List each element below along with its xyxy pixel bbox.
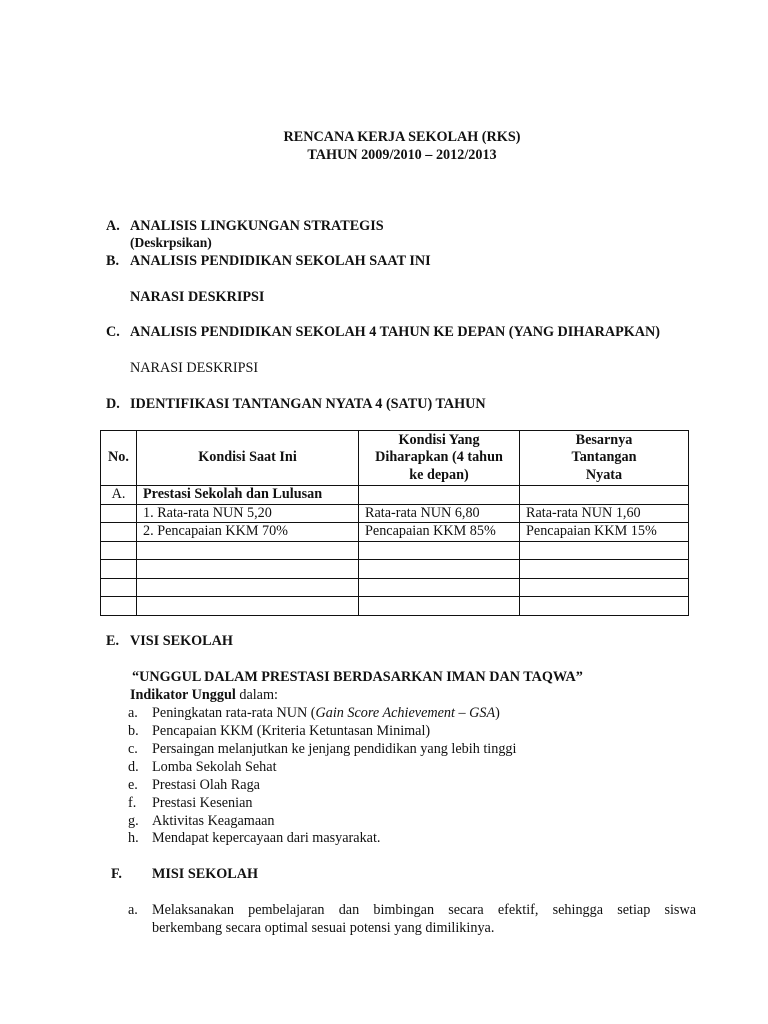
indikator-label-bold: Indikator Unggul: [130, 687, 236, 703]
header-harapan-line3: ke depan): [409, 466, 469, 483]
header-kondisi-diharapkan: [359, 431, 520, 486]
section-c-letter: C.: [106, 324, 120, 340]
section-a-heading: ANALISIS LINGKUNGAN STRATEGIS: [130, 218, 384, 234]
section-b-narasi: NARASI DESKRIPSI: [130, 289, 265, 305]
cell-tantangan: Rata-rata NUN 1,60: [520, 504, 689, 523]
header-tantangan-line2: Tantangan: [571, 449, 637, 466]
table-row: [101, 523, 689, 542]
cell-no: [101, 541, 137, 560]
indikator-item-letter: b.: [128, 723, 139, 739]
cell-kondisi: [137, 541, 359, 560]
indikator-item-after: ): [495, 705, 500, 721]
indikator-item-letter: a.: [128, 705, 138, 721]
indikator-item: Mendapat kepercayaan dari masyarakat.: [152, 830, 381, 846]
section-a-note: (Deskrpsikan): [130, 235, 212, 250]
header-besarnya-tantangan: [520, 431, 689, 486]
cell-harapan: [359, 541, 520, 560]
cell-harapan: [359, 560, 520, 579]
header-harapan-line1: Kondisi Yang: [398, 431, 480, 448]
indikator-item: Lomba Sekolah Sehat: [152, 759, 277, 775]
cell-harapan: Pencapaian KKM 85%: [359, 523, 520, 542]
cell-kondisi: 1. Rata-rata NUN 5,20: [137, 504, 359, 523]
cell-no: [101, 597, 137, 616]
indikator-item-letter: c.: [128, 741, 138, 757]
section-d-heading: IDENTIFIKASI TANTANGAN NYATA 4 (SATU) TAHUN: [130, 396, 486, 412]
cell-harapan: Rata-rata NUN 6,80: [359, 504, 520, 523]
table-row: [101, 541, 689, 560]
cell-tantangan: [520, 578, 689, 597]
indikator-item: Prestasi Olah Raga: [152, 777, 260, 793]
misi-item: [152, 902, 696, 938]
cell-kondisi: [137, 578, 359, 597]
table-row: [101, 486, 689, 505]
document-subtitle: TAHUN 2009/2010 – 2012/2013: [307, 147, 497, 163]
cell-tantangan: [520, 541, 689, 560]
section-b-heading: ANALISIS PENDIDIKAN SEKOLAH SAAT INI: [130, 253, 431, 269]
section-d-letter: D.: [106, 396, 120, 412]
section-c-heading: ANALISIS PENDIDIKAN SEKOLAH 4 TAHUN KE DEPAN (YANG DIHARAPKAN): [130, 324, 660, 340]
indikator-item-text: Peningkatan rata-rata NUN (: [152, 705, 316, 721]
table-row: [101, 504, 689, 523]
cell-tantangan: Pencapaian KKM 15%: [520, 523, 689, 542]
cell-kondisi: 2. Pencapaian KKM 70%: [137, 523, 359, 542]
cell-no: [101, 504, 137, 523]
cell-no: A.: [101, 486, 137, 505]
cell-harapan: [359, 578, 520, 597]
indikator-item: [152, 705, 500, 722]
indikator-item-letter: g.: [128, 813, 139, 829]
cell-kondisi: [137, 597, 359, 616]
cell-no: [101, 560, 137, 579]
table-row: [101, 560, 689, 579]
cell-kondisi: Prestasi Sekolah dan Lulusan: [137, 486, 359, 505]
indikator-item: Aktivitas Keagamaan: [152, 813, 275, 829]
tantangan-table: [100, 430, 689, 616]
indikator-item-letter: d.: [128, 759, 139, 775]
section-b-letter: B.: [106, 253, 120, 269]
indikator-item-letter: f.: [128, 795, 137, 811]
misi-item-line2: berkembang secara optimal sesuai potensi yang dimilikinya.: [152, 919, 495, 936]
indikator-item: Pencapaian KKM (Kriteria Ketuntasan Minimal): [152, 723, 431, 739]
header-tantangan-line3: Nyata: [585, 466, 623, 483]
indikator-item: Persaingan melanjutkan ke jenjang pendidikan yang lebih tinggi: [152, 741, 517, 757]
indikator-label: [130, 687, 278, 704]
cell-harapan: [359, 486, 520, 505]
section-a-letter: A.: [106, 218, 120, 234]
indikator-item-letter: e.: [128, 777, 138, 793]
table-row: [101, 597, 689, 616]
section-f-letter: F.: [111, 866, 122, 882]
header-harapan-line2: Diharapkan (4 tahun: [375, 449, 503, 466]
header-no: No.: [101, 431, 137, 486]
cell-kondisi: [137, 560, 359, 579]
section-e-heading: VISI SEKOLAH: [130, 633, 233, 649]
section-c-narasi: NARASI DESKRIPSI: [130, 360, 259, 376]
table-row: [101, 578, 689, 597]
section-e-letter: E.: [106, 633, 120, 649]
table-header-row: [101, 431, 689, 486]
cell-harapan: [359, 597, 520, 616]
header-tantangan-line1: Besarnya: [575, 431, 633, 448]
cell-tantangan: [520, 597, 689, 616]
cell-tantangan: [520, 560, 689, 579]
section-f-heading: MISI SEKOLAH: [152, 866, 259, 882]
misi-item-line1: Melaksanakan pembelajaran dan bimbingan secara efektif, sehingga setiap siswa: [152, 902, 696, 918]
indikator-item-letter: h.: [128, 830, 139, 846]
cell-no: [101, 523, 137, 542]
document-title: RENCANA KERJA SEKOLAH (RKS): [283, 129, 521, 145]
cell-no: [101, 578, 137, 597]
indikator-item: Prestasi Kesenian: [152, 795, 253, 811]
header-kondisi-saat-ini: Kondisi Saat Ini: [137, 431, 359, 486]
visi-statement: “UNGGUL DALAM PRESTASI BERDASARKAN IMAN DAN TAQWA”: [132, 669, 583, 685]
cell-tantangan: [520, 486, 689, 505]
indikator-label-rest: dalam:: [235, 687, 278, 703]
indikator-item-italic: Gain Score Achievement – GSA: [315, 705, 496, 721]
misi-item-letter: a.: [128, 902, 138, 918]
